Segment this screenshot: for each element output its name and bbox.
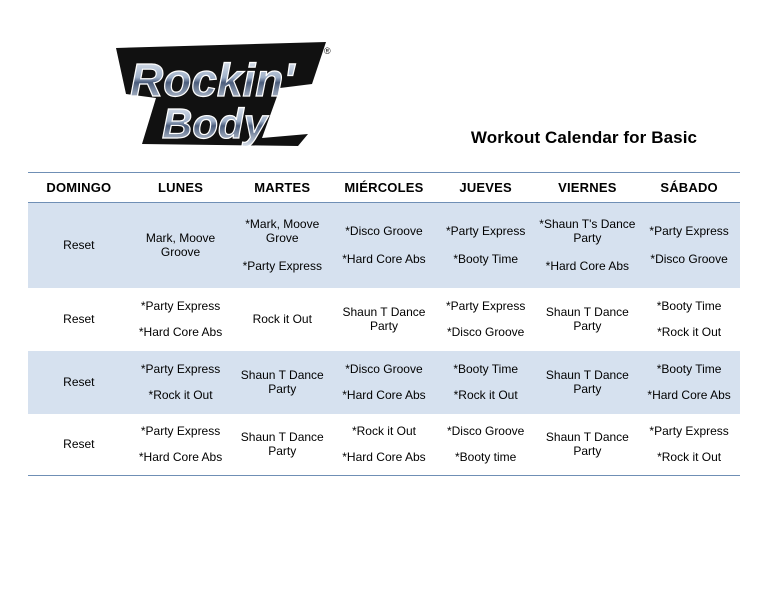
- workout-entry: Shaun T Dance Party: [545, 368, 629, 396]
- workout-entry: *Party Express: [445, 299, 526, 313]
- rockin-body-logo: [112, 40, 336, 150]
- registered-mark: ®: [324, 46, 331, 56]
- day-header-jueves: JUEVES: [459, 180, 512, 195]
- workout-entry: *Booty Time: [453, 362, 519, 376]
- workout-entry: *Party Express: [649, 224, 729, 239]
- calendar-cell: [231, 351, 333, 414]
- workout-entry: *Mark, Moove Grove: [245, 217, 320, 246]
- logo-line2: Body: [162, 100, 267, 147]
- workout-entry: Rock it Out: [252, 312, 312, 326]
- workout-entry: *Disco Groove: [446, 424, 525, 439]
- calendar-body: [28, 203, 740, 476]
- calendar-cell: [537, 414, 639, 476]
- calendar-cell: [28, 288, 130, 351]
- calendar-cell: [537, 203, 639, 288]
- workout-calendar-table: [28, 172, 740, 476]
- calendar-cell: [28, 351, 130, 414]
- workout-entry: *Rock it Out: [453, 388, 518, 402]
- workout-entry: *Hard Core Abs: [342, 388, 426, 402]
- calendar-cell: [638, 288, 740, 351]
- workout-entry: Shaun T Dance Party: [342, 305, 426, 333]
- workout-entry: *Rock it Out: [148, 388, 213, 402]
- calendar-cell: [537, 351, 639, 414]
- workout-entry: Mark, Moove Groove: [145, 231, 216, 260]
- day-header-domingo: DOMINGO: [46, 180, 112, 195]
- workout-entry: Shaun T Dance Party: [240, 430, 324, 459]
- workout-entry: Reset: [63, 312, 95, 326]
- calendar-cell: [28, 414, 130, 476]
- workout-entry: Reset: [63, 238, 95, 253]
- workout-entry: *Hard Core Abs: [342, 450, 426, 465]
- calendar-cell: [638, 203, 740, 288]
- calendar-cell: [130, 203, 232, 288]
- calendar-cell: [333, 351, 435, 414]
- calendar-cell: [231, 414, 333, 476]
- workout-entry: *Booty Time: [453, 252, 519, 267]
- workout-entry: *Party Express: [649, 424, 729, 439]
- calendar-cell: [28, 203, 130, 288]
- calendar-cell: [333, 288, 435, 351]
- calendar-cell: [638, 351, 740, 414]
- calendar-week-row: [28, 414, 740, 476]
- calendar-week-row: [28, 288, 740, 351]
- calendar-cell: [231, 288, 333, 351]
- workout-entry: *Party Express: [140, 362, 221, 376]
- workout-entry: Shaun T Dance Party: [545, 305, 629, 333]
- workout-entry: *Hard Core Abs: [342, 252, 426, 267]
- workout-entry: Shaun T Dance Party: [240, 368, 324, 396]
- day-header-lunes: LUNES: [158, 180, 204, 195]
- workout-entry: *Disco Groove: [650, 252, 728, 267]
- workout-entry: *Party Express: [140, 424, 221, 439]
- logo-line1: Rockin': [130, 54, 295, 106]
- day-header-martes: MARTES: [254, 180, 311, 195]
- day-header-viernes: VIERNES: [558, 180, 617, 195]
- workout-entry: *Disco Groove: [345, 224, 423, 239]
- workout-entry: *Disco Groove: [446, 325, 525, 339]
- calendar-cell: [130, 351, 232, 414]
- workout-entry: *Shaun T's Dance Party: [539, 217, 636, 246]
- calendar-cell: [130, 414, 232, 476]
- workout-entry: *Hard Core Abs: [545, 259, 630, 274]
- page-title: Workout Calendar for Basic: [470, 128, 698, 147]
- calendar-cell: [435, 288, 537, 351]
- workout-entry: *Party Express: [445, 224, 526, 239]
- workout-entry: *Booty time: [454, 450, 517, 465]
- calendar-week-row: [28, 351, 740, 414]
- workout-entry: *Hard Core Abs: [647, 388, 731, 402]
- day-header-miercoles: MIÉRCOLES: [344, 180, 424, 195]
- calendar-header-row: [28, 173, 740, 203]
- workout-entry: *Party Express: [140, 299, 221, 313]
- workout-entry: *Rock it Out: [657, 325, 722, 339]
- workout-entry: *Rock it Out: [351, 424, 416, 439]
- workout-entry: *Booty Time: [656, 362, 722, 376]
- workout-entry: *Booty Time: [656, 299, 722, 313]
- day-header-sabado: SÁBADO: [660, 180, 718, 195]
- workout-entry: Shaun T Dance Party: [545, 430, 629, 459]
- workout-entry: Reset: [63, 375, 95, 389]
- calendar-cell: [435, 203, 537, 288]
- workout-entry: *Rock it Out: [657, 450, 722, 465]
- workout-entry: *Hard Core Abs: [138, 450, 223, 465]
- workout-entry: Reset: [63, 437, 95, 452]
- calendar-cell: [435, 414, 537, 476]
- calendar-cell: [231, 203, 333, 288]
- calendar-cell: [333, 414, 435, 476]
- workout-entry: *Disco Groove: [345, 362, 423, 376]
- workout-entry: *Hard Core Abs: [138, 325, 223, 339]
- workout-entry: *Party Express: [242, 259, 322, 274]
- calendar-cell: [537, 288, 639, 351]
- calendar-cell: [130, 288, 232, 351]
- calendar-cell: [333, 203, 435, 288]
- calendar-cell: [638, 414, 740, 476]
- calendar-week-row: [28, 203, 740, 288]
- calendar-cell: [435, 351, 537, 414]
